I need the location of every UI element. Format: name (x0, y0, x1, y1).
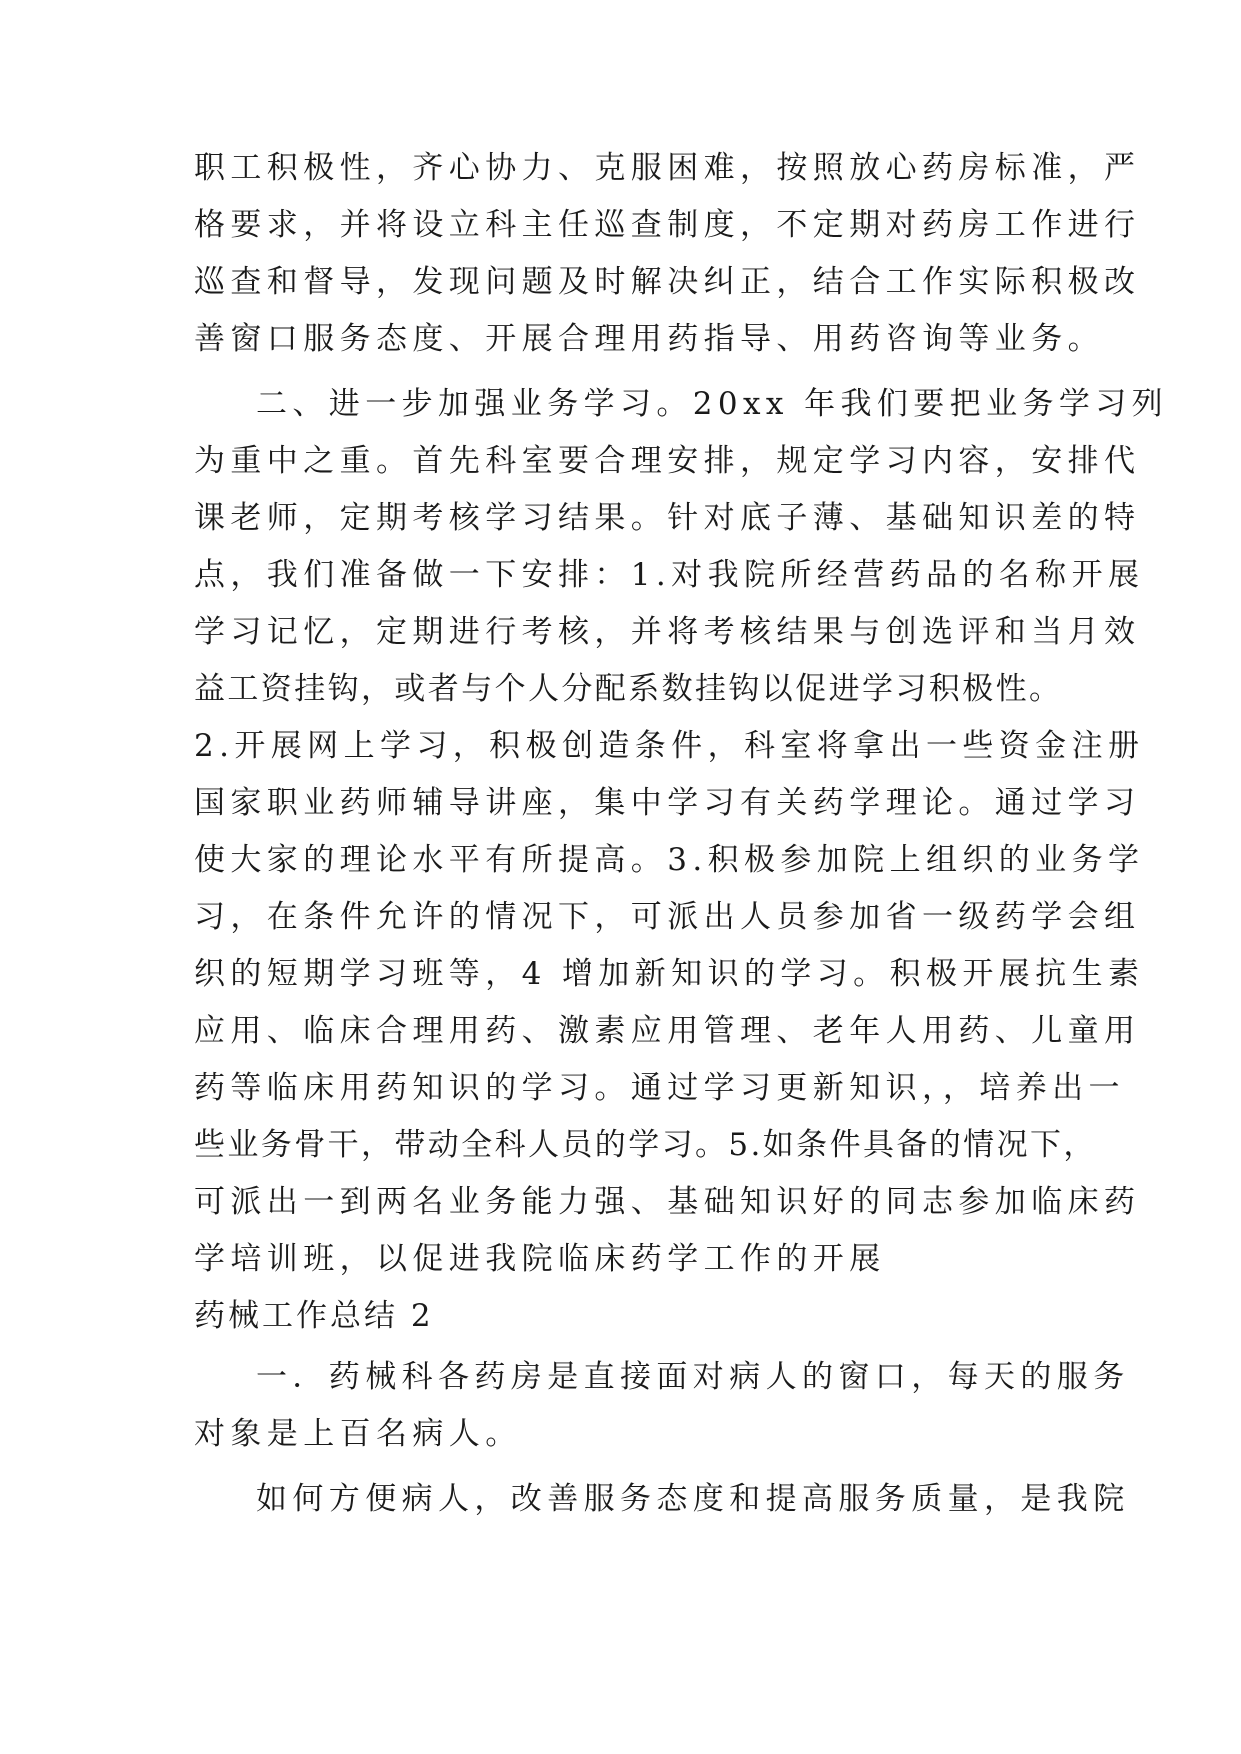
text-line: 点，我们准备做一下安排：1.对我院所经营药品的名称开展 (194, 557, 1145, 593)
text-line: 格要求，并将设立科主任巡查制度，不定期对药房工作进行 (194, 207, 1141, 243)
paragraph-start-line: 如何方便病人，改善服务态度和提高服务质量，是我院 (256, 1481, 1130, 1517)
text-line: 使大家的理论水平有所提高。3.积极参加院上组织的业务学 (194, 842, 1145, 878)
text-line: 巡查和督导，发现问题及时解决纠正，结合工作实际积极改 (194, 264, 1141, 300)
text-line: 对象是上百名病人。 (194, 1416, 522, 1452)
text-line: 为重中之重。首先科室要合理安排，规定学习内容，安排代 (194, 443, 1141, 479)
text-line: 些业务骨干，带动全科人员的学习。5.如条件具备的情况下， (194, 1127, 1097, 1163)
text-line: 善窗口服务态度、开展合理用药指导、用药咨询等业务。 (194, 321, 1104, 357)
text-line: 2.开展网上学习，积极创造条件，科室将拿出一些资金注册 (194, 728, 1145, 764)
paragraph-start-line: 一．药械科各药房是直接面对病人的窗口，每天的服务 (256, 1359, 1130, 1395)
section-heading: 药械工作总结 2 (194, 1298, 434, 1334)
text-line: 益工资挂钩，或者与个人分配系数挂钩以促进学习积极性。 (194, 671, 1063, 707)
text-line: 织的短期学习班等，4 增加新知识的学习。积极开展抗生素 (194, 956, 1145, 992)
text-line: 学培训班，以促进我院临床药学工作的开展 (194, 1241, 886, 1277)
paragraph-start-line: 二、进一步加强业务学习。20xx 年我们要把业务学习列 (256, 386, 1169, 422)
text-line: 可派出一到两名业务能力强、基础知识好的同志参加临床药 (194, 1184, 1141, 1220)
text-line: 课老师，定期考核学习结果。针对底子薄、基础知识差的特 (194, 500, 1141, 536)
text-line: 应用、临床合理用药、激素应用管理、老年人用药、儿童用 (194, 1013, 1141, 1049)
text-line: 药等临床用药知识的学习。通过学习更新知识，，培养出一 (194, 1070, 1125, 1106)
text-line: 国家职业药师辅导讲座，集中学习有关药学理论。通过学习 (194, 785, 1141, 821)
text-line: 职工积极性，齐心协力、克服困难，按照放心药房标准，严 (194, 150, 1141, 186)
text-line: 习，在条件允许的情况下，可派出人员参加省一级药学会组 (194, 899, 1141, 935)
text-line: 学习记忆，定期进行考核，并将考核结果与创选评和当月效 (194, 614, 1141, 650)
